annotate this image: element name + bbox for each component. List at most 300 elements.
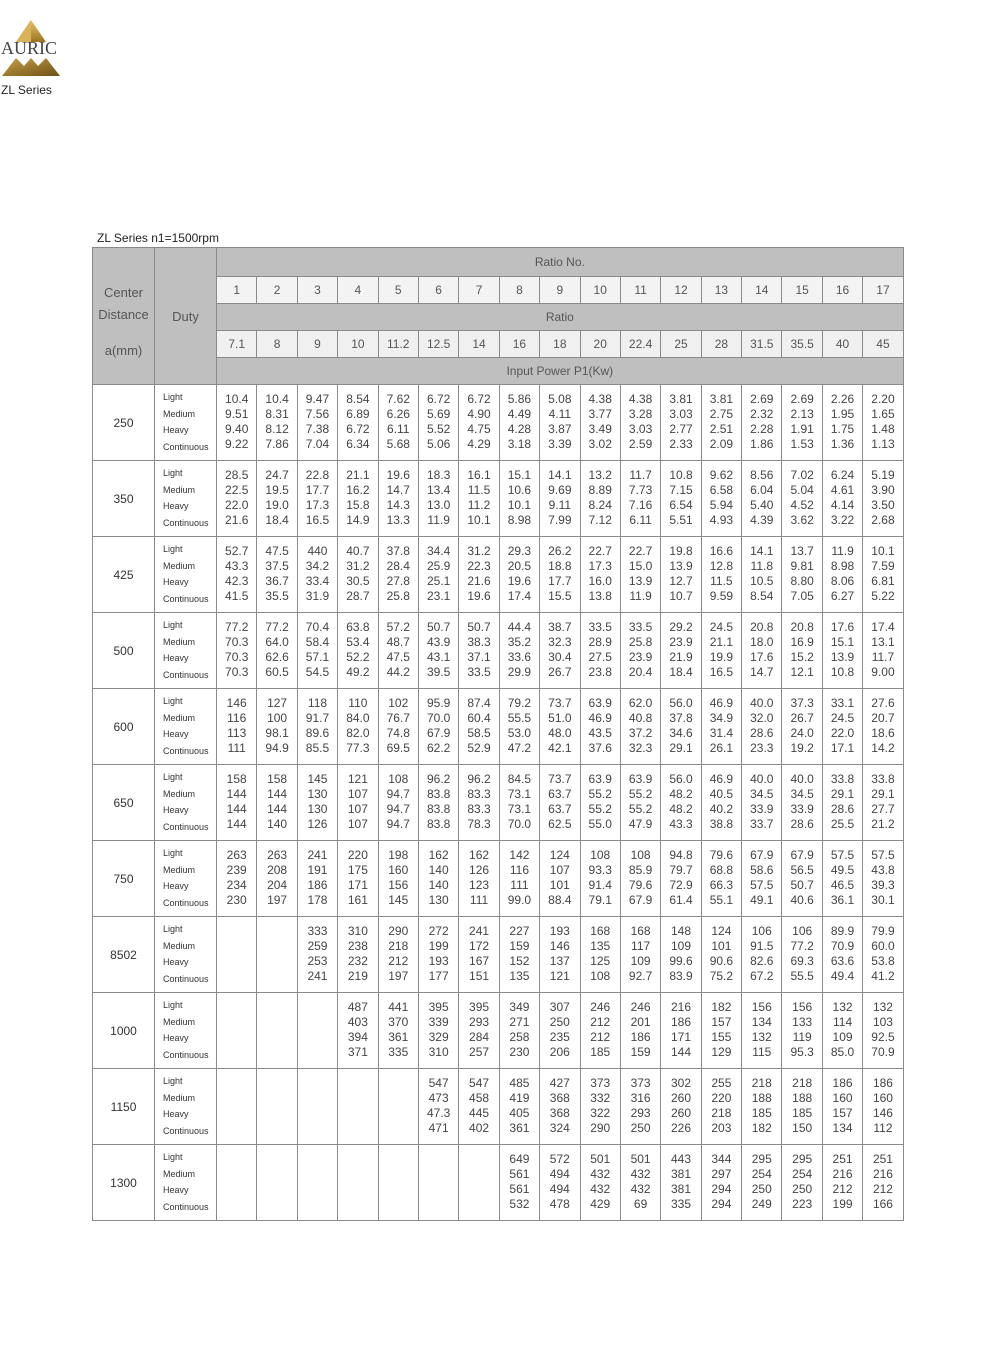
duty-label: Medium (163, 1092, 196, 1103)
power-values-cell (822, 537, 862, 613)
power-value: 193 (549, 924, 570, 938)
power-value: 68.8 (709, 863, 734, 877)
power-value: 16.9 (790, 635, 814, 649)
power-value: 55.5 (790, 969, 814, 983)
power-value: 50.7 (426, 620, 451, 634)
power-value: 54.5 (305, 665, 330, 679)
power-value: 6.89 (346, 407, 370, 421)
power-value: 185 (751, 1106, 772, 1120)
power-value: 33.8 (830, 772, 855, 786)
power-value: 203 (711, 1121, 732, 1135)
power-value: 246 (590, 1000, 611, 1014)
power-value: 19.6 (467, 589, 491, 603)
power-value: 3.50 (871, 498, 895, 512)
ratio-number-cell: 13 (701, 277, 741, 304)
power-value: 157 (711, 1015, 732, 1029)
power-value: 114 (832, 1015, 853, 1029)
ratio-number-cell: 1 (217, 277, 257, 304)
power-value: 6.11 (387, 422, 410, 436)
duty-label: Heavy (163, 577, 189, 587)
power-value: 47.2 (507, 741, 532, 755)
power-value: 126 (307, 817, 328, 831)
power-value: 2.75 (709, 407, 734, 421)
power-values-cell (822, 461, 862, 537)
power-values-cell (822, 385, 862, 461)
power-values-cell (540, 461, 580, 537)
power-value: 96.2 (467, 772, 491, 786)
power-value: 121 (347, 772, 368, 786)
ratio-number-cell: 4 (338, 277, 378, 304)
power-value: 9.47 (305, 392, 330, 406)
power-values-cell (297, 537, 337, 613)
power-value: 144 (226, 817, 247, 831)
power-value: 8.56 (750, 468, 774, 482)
power-value: 84.0 (346, 711, 370, 725)
power-value: 52.7 (225, 544, 249, 558)
power-value: 10.6 (507, 483, 532, 497)
power-values-cell (217, 841, 257, 917)
power-value: 259 (307, 939, 328, 953)
power-values-cell (378, 765, 418, 841)
power-values-cell (580, 613, 620, 689)
power-value: 123 (469, 878, 490, 892)
power-value: 48.2 (669, 787, 693, 801)
power-values-cell (338, 537, 378, 613)
power-value: 494 (549, 1182, 570, 1196)
power-value: 250 (792, 1182, 813, 1196)
power-value: 8.98 (830, 559, 855, 573)
power-values-cell (661, 841, 701, 917)
power-value: 171 (347, 878, 368, 892)
power-value: 494 (549, 1167, 570, 1181)
power-values-cell (863, 993, 903, 1069)
power-value: 188 (792, 1091, 813, 1105)
power-value: 108 (630, 848, 651, 862)
power-value: 103 (872, 1015, 893, 1029)
power-value: 13.0 (426, 498, 451, 512)
power-value: 85.9 (628, 863, 653, 877)
ratio-number-cell: 14 (742, 277, 782, 304)
power-value: 157 (832, 1106, 853, 1120)
power-values-cell (620, 385, 660, 461)
power-value: 381 (670, 1167, 691, 1181)
power-value: 260 (670, 1106, 691, 1120)
duty-label: Continuous (163, 745, 209, 756)
power-value: 3.49 (588, 422, 612, 436)
power-value: 17.3 (305, 498, 330, 512)
power-value: 37.8 (669, 711, 693, 725)
power-value: 178 (307, 893, 328, 907)
power-value: 158 (267, 772, 288, 786)
ratio-number-cell: 9 (540, 277, 580, 304)
center-distance-cell: 8502 (93, 917, 155, 993)
power-value: 373 (630, 1076, 651, 1090)
power-value: 3.22 (830, 513, 855, 527)
power-value: 29.1 (669, 741, 693, 755)
duty-labels-cell (155, 765, 217, 841)
power-values-cell (338, 1069, 378, 1145)
power-value: 2.26 (830, 392, 855, 406)
power-value: 241 (307, 969, 328, 983)
power-values-cell (378, 689, 418, 765)
power-value: 82.6 (750, 954, 774, 968)
power-value: 17.1 (830, 741, 855, 755)
power-values-cell (297, 461, 337, 537)
power-value: 73.7 (548, 772, 572, 786)
power-value: 6.72 (426, 392, 451, 406)
duty-label: Heavy (163, 1185, 189, 1195)
power-value: 89.6 (305, 726, 330, 740)
power-value: 140 (428, 863, 449, 877)
power-value: 37.3 (790, 696, 814, 710)
duty-label: Continuous (163, 1125, 209, 1136)
power-values-cell (701, 917, 741, 993)
power-value: 77.2 (790, 939, 814, 953)
power-value: 142 (509, 848, 530, 862)
power-value: 15.2 (790, 650, 814, 664)
power-values-cell (217, 1145, 257, 1221)
table-row (93, 993, 904, 1069)
power-value: 432 (630, 1167, 651, 1181)
power-value: 166 (872, 1197, 893, 1211)
ratio-number-cell: 7 (459, 277, 499, 304)
power-value: 132 (832, 1000, 853, 1014)
power-values-cell (499, 537, 539, 613)
power-value: 58.5 (467, 726, 491, 740)
power-value: 39.3 (871, 878, 895, 892)
power-value: 94.9 (265, 741, 289, 755)
power-value: 1.95 (830, 407, 855, 421)
power-value: 290 (590, 1121, 611, 1135)
power-values-cell (701, 1069, 741, 1145)
power-value: 159 (630, 1045, 651, 1059)
power-value: 53.4 (346, 635, 370, 649)
power-values-cell (459, 461, 499, 537)
power-value: 79.7 (669, 863, 693, 877)
power-value: 250 (549, 1015, 570, 1029)
power-value: 2.20 (871, 392, 895, 406)
ratio-number-cell: 16 (822, 277, 862, 304)
power-value: 254 (792, 1167, 813, 1181)
power-value: 51.0 (548, 711, 572, 725)
duty-label: Medium (163, 788, 196, 799)
power-value: 48.0 (548, 726, 572, 740)
power-value: 62.5 (548, 817, 572, 831)
power-values-cell (459, 689, 499, 765)
power-value: 17.6 (830, 620, 855, 634)
power-value: 310 (428, 1045, 449, 1059)
power-values-cell (540, 765, 580, 841)
power-values-cell (378, 1145, 418, 1221)
duty-label: Continuous (163, 973, 209, 984)
power-value: 88.4 (548, 893, 572, 907)
power-values-cell (499, 385, 539, 461)
power-value: 485 (509, 1076, 530, 1090)
power-values-cell (620, 1145, 660, 1221)
power-value: 5.08 (548, 392, 572, 406)
power-value: 26.7 (790, 711, 814, 725)
power-value: 1.53 (790, 437, 814, 451)
power-value: 199 (428, 939, 449, 953)
duty-label: Continuous (163, 1049, 209, 1060)
power-value: 98.1 (265, 726, 289, 740)
power-value: 19.9 (709, 650, 734, 664)
power-value: 64.0 (265, 635, 289, 649)
power-value: 140 (428, 878, 449, 892)
power-value: 28.5 (225, 468, 249, 482)
power-value: 46.9 (709, 696, 734, 710)
power-value: 9.69 (548, 483, 572, 497)
power-values-cell (742, 1069, 782, 1145)
power-value: 34.5 (750, 787, 774, 801)
power-value: 130 (307, 802, 328, 816)
power-value: 14.9 (346, 513, 370, 527)
power-value: 137 (549, 954, 570, 968)
power-values-cell (782, 689, 822, 765)
power-value: 230 (509, 1045, 530, 1059)
power-value: 70.0 (507, 817, 532, 831)
power-value: 18.4 (669, 665, 693, 679)
power-value: 49.1 (750, 893, 774, 907)
power-value: 6.81 (871, 574, 895, 588)
power-value: 94.7 (386, 802, 410, 816)
power-value: 33.8 (871, 772, 895, 786)
power-values-cell (701, 461, 741, 537)
power-values-cell (782, 917, 822, 993)
power-value: 197 (388, 969, 409, 983)
power-value: 284 (469, 1030, 490, 1044)
duty-label: Heavy (163, 805, 189, 815)
power-values-cell (782, 537, 822, 613)
power-value: 148 (670, 924, 691, 938)
power-values-cell (418, 993, 458, 1069)
power-value: 78.3 (467, 817, 491, 831)
ratio-value-cell: 45 (863, 331, 903, 358)
power-values-cell (338, 841, 378, 917)
power-value: 254 (751, 1167, 772, 1181)
power-values-cell (378, 1069, 418, 1145)
power-value: 112 (873, 1121, 893, 1135)
power-value: 144 (226, 787, 247, 801)
power-value: 8.89 (588, 483, 612, 497)
power-value: 290 (388, 924, 409, 938)
power-value: 11.8 (750, 559, 773, 573)
power-value: 38.7 (548, 620, 572, 634)
power-values-cell (418, 689, 458, 765)
power-value: 6.34 (346, 437, 370, 451)
power-value: 37.2 (628, 726, 653, 740)
power-values-cell (378, 917, 418, 993)
power-value: 91.5 (750, 939, 774, 953)
power-value: 156 (792, 1000, 813, 1014)
power-value: 1.91 (790, 422, 814, 436)
power-values-cell (742, 917, 782, 993)
power-value: 339 (428, 1015, 449, 1029)
power-values-cell (863, 841, 903, 917)
power-value: 198 (388, 848, 409, 862)
power-value: 272 (428, 924, 449, 938)
power-value: 218 (751, 1076, 772, 1090)
center-line2: Distance (98, 307, 149, 322)
power-value: 5.52 (426, 422, 451, 436)
power-value: 158 (226, 772, 247, 786)
power-value: 204 (267, 878, 288, 892)
power-values-cell (297, 689, 337, 765)
power-value: 87.4 (467, 696, 491, 710)
power-value: 238 (347, 939, 368, 953)
table-body (93, 385, 904, 1221)
power-value: 156 (388, 878, 409, 892)
power-value: 241 (307, 848, 328, 862)
ratio-value-cell: 18 (540, 331, 580, 358)
power-value: 41.2 (871, 969, 895, 983)
power-value: 73.7 (548, 696, 572, 710)
power-value: 8.31 (265, 407, 289, 421)
duty-label: Continuous (163, 669, 209, 680)
power-value: 297 (711, 1167, 732, 1181)
power-value: 23.3 (750, 741, 774, 755)
power-value: 31.9 (305, 589, 330, 603)
duty-label: Heavy (163, 1033, 189, 1043)
power-values-cell (742, 613, 782, 689)
power-value: 185 (590, 1045, 611, 1059)
power-value: 395 (469, 1000, 490, 1014)
power-value: 49.5 (830, 863, 855, 877)
power-value: 37.5 (265, 559, 289, 573)
power-value: 73.1 (507, 787, 532, 801)
power-value: 29.1 (830, 787, 855, 801)
power-value: 9.00 (871, 665, 895, 679)
power-values-cell (540, 537, 580, 613)
power-value: 6.11 (629, 513, 652, 527)
power-value: 40.6 (790, 893, 814, 907)
power-value: 16.0 (588, 574, 612, 588)
duty-label: Medium (163, 712, 196, 723)
power-value: 24.7 (265, 468, 289, 482)
power-value: 329 (428, 1030, 449, 1044)
power-value: 186 (670, 1015, 691, 1029)
power-value: 561 (509, 1167, 530, 1181)
duty-label: Heavy (163, 957, 189, 967)
power-values-cell (661, 1069, 701, 1145)
power-value: 23.9 (669, 635, 693, 649)
power-values-cell (863, 613, 903, 689)
duty-label: Medium (163, 1168, 196, 1179)
power-value: 55.0 (588, 817, 612, 831)
power-value: 67.9 (750, 848, 774, 862)
power-value: 17.7 (305, 483, 330, 497)
power-values-cell (257, 461, 297, 537)
power-value: 2.69 (790, 392, 814, 406)
power-values-cell (580, 917, 620, 993)
table-row (93, 1069, 904, 1145)
power-value: 5.22 (871, 589, 895, 603)
power-value: 25.5 (830, 817, 855, 831)
power-value: 50.7 (790, 878, 814, 892)
duty-labels-cell (155, 537, 217, 613)
power-value: 10.1 (507, 498, 532, 512)
power-values-cell (217, 461, 257, 537)
power-value: 258 (509, 1030, 530, 1044)
power-value: 10.5 (750, 574, 774, 588)
ratio-value-cell: 7.1 (217, 331, 257, 358)
power-value: 69 (633, 1197, 648, 1211)
power-value: 29.1 (871, 787, 895, 801)
power-value: 17.3 (588, 559, 612, 573)
power-value: 9.22 (225, 437, 249, 451)
power-value: 8.54 (750, 589, 774, 603)
power-value: 478 (549, 1197, 570, 1211)
power-value: 250 (630, 1121, 651, 1135)
power-value: 263 (267, 848, 288, 862)
power-value: 8.80 (790, 574, 814, 588)
duty-labels-cell (155, 841, 217, 917)
power-values-cell (620, 841, 660, 917)
power-value: 307 (549, 1000, 570, 1014)
power-values-cell (661, 537, 701, 613)
power-value: 4.38 (628, 392, 653, 406)
power-value: 4.28 (507, 422, 532, 436)
power-value: 5.06 (426, 437, 451, 451)
power-value: 30.4 (548, 650, 572, 664)
power-value: 79.9 (871, 924, 895, 938)
power-value: 2.59 (628, 437, 653, 451)
power-value: 25.1 (426, 574, 451, 588)
power-value: 10.7 (669, 589, 693, 603)
power-value: 20.7 (871, 711, 895, 725)
center-distance-cell: 600 (93, 689, 155, 765)
power-value: 235 (549, 1030, 570, 1044)
power-value: 7.04 (305, 437, 330, 451)
power-value: 7.86 (265, 437, 289, 451)
power-value: 5.40 (750, 498, 774, 512)
power-value: 79.6 (709, 848, 734, 862)
power-values-cell (499, 613, 539, 689)
power-value: 159 (509, 939, 530, 953)
power-value: 27.5 (588, 650, 612, 664)
power-values-cell (257, 841, 297, 917)
power-value: 7.62 (386, 392, 410, 406)
power-values-cell (661, 993, 701, 1069)
power-value: 253 (307, 954, 328, 968)
power-value: 12.8 (709, 559, 734, 573)
power-value: 70.3 (225, 635, 249, 649)
ratio-value-cell: 35.5 (782, 331, 822, 358)
power-value: 216 (872, 1167, 893, 1181)
power-value: 91.4 (588, 878, 612, 892)
input-power-header: Input Power P1(Kw) (217, 358, 904, 385)
power-value: 3.39 (548, 437, 572, 451)
power-value: 368 (549, 1106, 570, 1120)
power-value: 21.1 (346, 468, 370, 482)
power-values-cell (378, 613, 418, 689)
power-value: 212 (590, 1015, 611, 1029)
power-value: 42.1 (548, 741, 572, 755)
power-value: 13.9 (669, 559, 693, 573)
duty-label: Continuous (163, 1201, 209, 1212)
power-value: 43.8 (871, 863, 895, 877)
power-value: 99.6 (669, 954, 693, 968)
power-values-cell (822, 613, 862, 689)
power-value: 220 (347, 848, 368, 862)
power-values-cell (782, 1145, 822, 1221)
power-value: 6.58 (709, 483, 734, 497)
power-value: 109 (670, 939, 691, 953)
duty-labels-cell (155, 613, 217, 689)
power-value: 440 (307, 544, 328, 558)
power-values-cell (742, 689, 782, 765)
power-values-cell (338, 765, 378, 841)
